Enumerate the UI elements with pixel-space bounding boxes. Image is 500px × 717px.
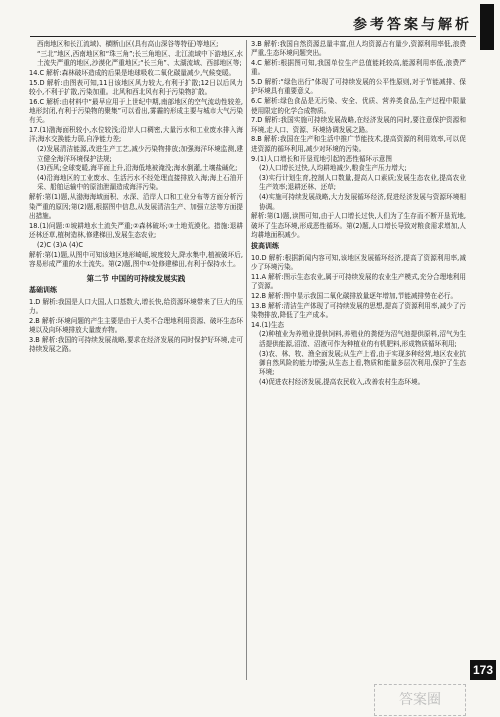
answer-paragraph: 14.C 解析:森林破坏造成的后果是地球吸收二氧化碳量减少,气候变暖。 — [29, 68, 236, 77]
answer-paragraph: (2)人口增长过快,人均耕地减少,粮食生产压力增大; — [259, 164, 407, 173]
answer-paragraph: 8.B 解析:我国在生产和生活中推广节能技术,提高资源的利用效率,可以促进资源的循环利用,减少对环境的污染。 — [251, 135, 466, 153]
answer-paragraph: 解析:第(1)题,从图中可知该地区地形崎岖,坡度较大,降水集中,植被破坏后,容易形成严重的水土流失。第(2)题,图中①处修建梯田,有利于保持水土。 — [29, 250, 243, 268]
answer-paragraph: 10.D 解析:根据新闻内容可知,该地区发展循环经济,提高了资源利用率,减少了环境污染。 — [251, 253, 466, 271]
answer-paragraph: 3.B 解析:我国自然资源总量丰富,但人均资源占有量少,资源利用率低,浪费严重,生态环境问题突出。 — [251, 40, 466, 58]
left-column — [29, 40, 243, 355]
answer-paragraph: 14.(1)生态 — [251, 320, 285, 329]
subsection-title: 拔高训练 — [251, 242, 279, 251]
answer-paragraph: 6.C 解析:绿色食品是无污染、安全、优质、营养类食品,生产过程中限量使用限定的化学合成物质。 — [251, 97, 466, 115]
answer-paragraph: (2)C (3)A (4)C — [37, 240, 83, 249]
answer-paragraph: 16.C 解析:由材料中“最早应用于上世纪中期,南部地区的空气流动性较差,地形封闭,有利于污染物的聚集”可以看出,雾霾的形成主要与城市大气污染有关。 — [29, 97, 243, 125]
answer-paragraph: (2)种植业为养殖业提供饲料,养殖业的粪便为沼气池提供原料,沼气为生活提供能源,沼渣、沼液可作为种植业的有机肥料,形成物质循环利用; — [259, 330, 466, 348]
answer-paragraph: 12.B 解析:图中显示我国二氧化碳排放量逐年增加,节能减排势在必行。 — [251, 291, 458, 300]
answer-paragraph: 17.(1)渤海面积较小,水位较浅;沿岸人口稠密,大量污水和工业废水排入海洋;海水交换能力弱,自净能力差; — [29, 126, 243, 144]
header-title: 参考答案与解析 — [353, 17, 472, 33]
answer-paragraph: 7.D 解析:我国实施可持续发展战略,在经济发展的同时,要注意保护资源和环境,走人口、资源、环境协调发展之路。 — [251, 116, 466, 134]
answer-paragraph: 13.B 解析:清洁生产体现了可持续发展的思想,提高了资源利用率,减少了污染物排放,降低了生产成本。 — [251, 301, 466, 319]
answer-paragraph: 1.D 解析:我国是人口大国,人口基数大,增长快,给资源环境带来了巨大的压力。 — [29, 297, 243, 316]
column-divider — [246, 40, 247, 680]
answer-paragraph: 4.C 解析:根据图可知,我国单位生产总值能耗较高,能源利用率低,浪费严重。 — [251, 59, 466, 77]
answer-paragraph: 18.(1)问题:①坡耕地水土流失严重;②森林破坏;③土地荒漠化。措施:退耕还林还草,植树造林,修建梯田,发展生态农业; — [29, 221, 243, 239]
answer-paragraph: 3.B 解析:我国的可持续发展战略,要求在经济发展的同时保护好环境,走可持续发展之路。 — [29, 335, 243, 354]
answer-paragraph: (2)发展清洁能源,改进生产工艺,减少污染物排放;加强海洋环境监测,建立健全海洋环境保护法规; — [37, 145, 243, 163]
answer-paragraph: (3)实行计划生育,控制人口数量,提高人口素质;发展生态农业,提高农业生产效率;退耕还林、还草; — [259, 174, 466, 192]
page-number: 173 — [470, 660, 496, 680]
answer-paragraph: (4)实施可持续发展战略,大力发展循环经济,促进经济发展与资源环境相协调。 — [259, 193, 466, 211]
right-column — [251, 40, 466, 388]
answer-paragraph: 解析:第(1)题,读图可知,由于人口增长过快,人们为了生存而不断开垦荒地,破坏了生态环境,形成恶性循环。第(2)题,人口增长导致对粮食需求增加,人均耕地面积减少。 — [251, 212, 466, 239]
answer-paragraph: 9.(1)人口增长和开垦荒地引起的恶性循环示意图 — [251, 154, 392, 163]
answer-paragraph: 2.B 解析:环境问题的产生主要是由于人类不合理地利用资源、破坏生态环境以及向环境排放大量废弃物。 — [29, 316, 243, 335]
answer-paragraph: 11.A 解析:图示生态农业,属于可持续发展的农业生产模式,充分合理地利用了资源。 — [251, 272, 466, 290]
answer-paragraph: 5.D 解析:“绿色出行”体现了可持续发展的公平性原则,对于节能减排、保护环境具有重要意义。 — [251, 78, 466, 96]
answer-paragraph: “三北”地区,西南地区和“珠三角”;长三角地区、北江流域中下游地区,水土流失严重的地区,沙漠化严重地区;“长三角”、太湖流域、西部地区等; — [37, 49, 243, 68]
answer-paragraph: 15.D 解析:由图表可知,11日该地区风力较大,有利于扩散;12日以后风力较小,不利于扩散,污染加重。北风和西北风有利于污染物扩散。 — [29, 78, 243, 96]
answer-paragraph: (3)农、林、牧、渔全面发展;从生产上看,由于实现多种经营,地区农业抗御自然风险的能力增强;从生态上看,物质和能量多层次利用,保护了生态环境; — [259, 349, 466, 377]
answer-paragraph: (4)促进农村经济发展,提高农民收入,改善农村生态环境。 — [259, 377, 425, 386]
answer-paragraph: (3)西风;全球变暖,海平面上升,沿海低地被淹没;海水倒灌,土壤盐碱化; — [37, 164, 238, 173]
watermark-logo: 答案圈 — [374, 684, 466, 716]
header-rule — [30, 36, 476, 37]
header-bar — [480, 4, 494, 50]
subsection-title: 基础训练 — [29, 286, 57, 295]
section-title: 第二节 中国的可持续发展实践 — [86, 274, 186, 284]
answer-paragraph: 西南地区和长江流域)、横断山区(具有高山深谷等特征)等地区; — [37, 40, 219, 48]
answer-paragraph: 解析:第(1)题,从渤海海域面积、水深、沿岸人口和工业分布等方面分析污染严重的原因;第(2)题,根据图中信息,从发展清洁生产、加强立法等方面提出措施。 — [29, 193, 243, 220]
answer-paragraph: (4)沿海地区的工业废水、生活污水不经处理直接排放入海;海上石油开采、船舶运输中的原油泄漏造成海洋污染。 — [37, 174, 243, 192]
page-header — [0, 0, 500, 36]
